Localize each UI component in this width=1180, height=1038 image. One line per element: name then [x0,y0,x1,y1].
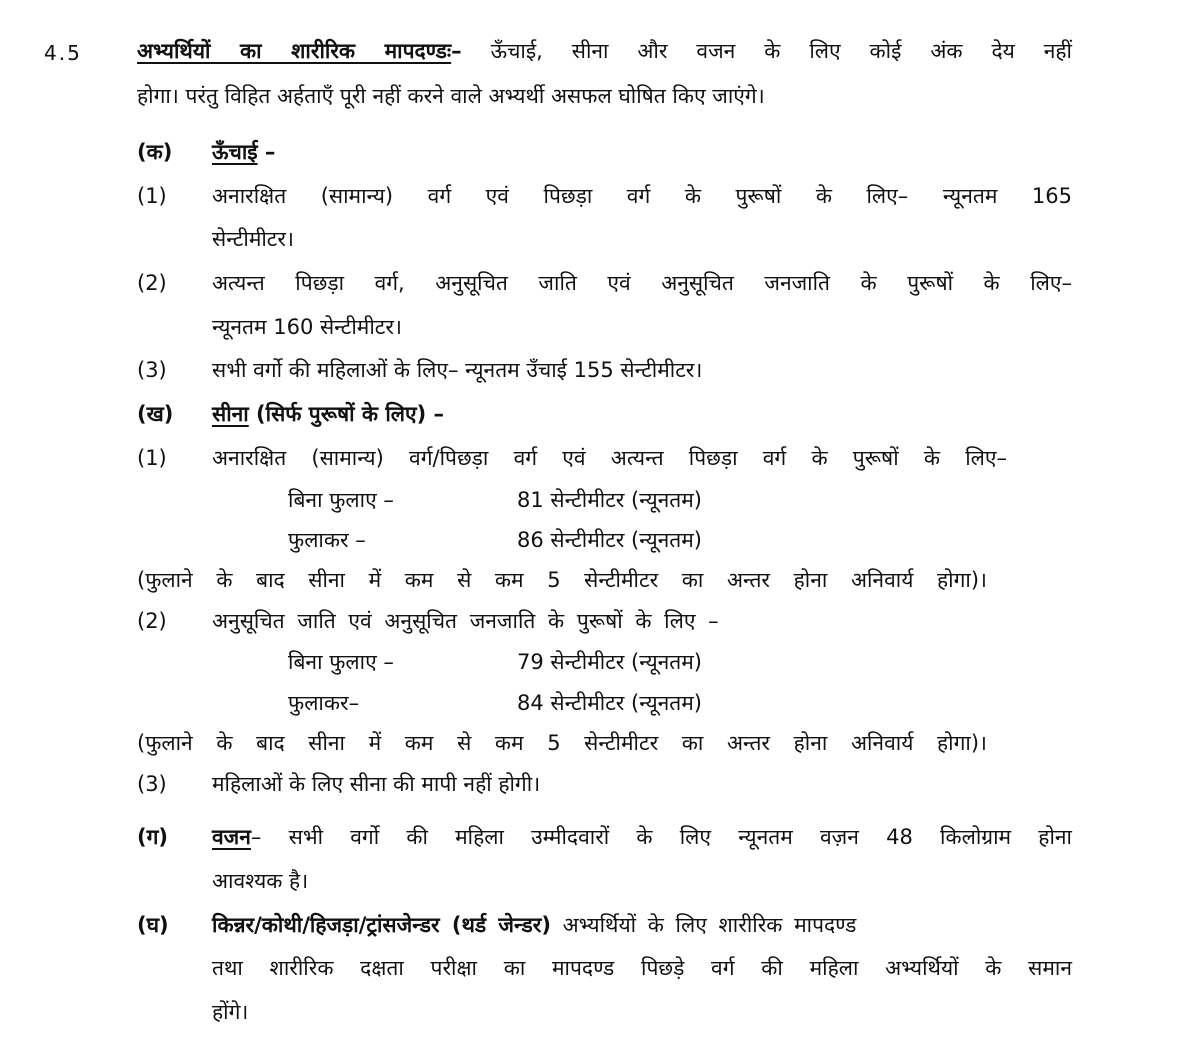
chest-item-1-line-1: अनारक्षित (सामान्य) वर्ग/पिछड़ा वर्ग एवं अत्यन्त पिछड़ा वर्ग के पुरूषों के लिए– [212,446,1007,470]
chest-item-1-marker: (1) [137,446,167,470]
chest-item-2-row-2-label: फुलाकर– [288,691,360,715]
height-item-2-line-2: न्यूनतम 160 सेन्टीमीटर। [212,315,402,339]
height-marker: (क) [137,140,173,164]
section-number: 4.5 [44,41,82,65]
chest-item-2-line-1: अनुसूचित जाति एवं अनुसूचित जनजाति के पुरूषों के लिए – [212,609,719,633]
section-heading: अभ्यर्थियों का शारीरिक मापदण्डः [137,39,452,63]
weight-line-1 [212,822,1072,852]
weight-line-2: आवश्यक है। [212,869,309,893]
section-intro-line-2: होगा। परंतु विहित अर्हताएँ पूरी नहीं करने वाले अभ्यर्थी असफल घोषित किए जाएंगे। [137,84,765,108]
chest-item-1-row-2-value: 86 सेन्टीमीटर (न्यूनतम) [517,528,702,552]
third-gender-line-2: तथा शारीरिक दक्षता परीक्षा का मापदण्ड पिछड़े वर्ग की महिला अभ्यर्थियों के समान [212,956,1072,980]
height-title-suffix: – [257,140,276,164]
height-item-3-marker: (3) [137,358,167,382]
height-heading [212,137,275,167]
third-gender-line-3: होंगे। [212,1000,249,1024]
chest-title-suffix: (सिर्फ पुरूषों के लिए) – [248,402,445,426]
chest-item-2-row-1-label: बिना फुलाए – [288,650,394,674]
chest-item-3-marker: (3) [137,772,167,796]
chest-item-3-line-1: महिलाओं के लिए सीना की मापी नहीं होगी। [212,772,541,796]
height-title: ऊँचाई [212,140,258,164]
chest-item-2-row-1-value: 79 सेन्टीमीटर (न्यूनतम) [517,650,702,674]
third-gender-line-1 [212,910,856,940]
height-item-1-marker: (1) [137,184,167,208]
weight-text: – सभी वर्गो की महिला उम्मीदवारों के लिए न्यूनतम वज़न 48 किलोग्राम होना [250,825,1072,849]
third-gender-title: किन्नर/कोथी/हिजड़ा/ट्रांसजेन्डर (थर्ड जेन्डर) [212,913,551,937]
third-gender-marker: (घ) [137,913,169,937]
section-heading-dash: – [451,39,462,63]
chest-heading [212,399,444,429]
section-intro-line-1 [137,36,1072,66]
height-item-1-line-1: अनारक्षित (सामान्य) वर्ग एवं पिछड़ा वर्ग के पुरूषों के लिए– न्यूनतम 165 [212,184,1072,208]
height-item-3-line-1: सभी वर्गो की महिलाओं के लिए– न्यूनतम उँचाई 155 सेन्टीमीटर। [212,358,703,382]
height-item-1-line-2: सेन्टीमीटर। [212,227,294,251]
chest-item-1-row-1-value: 81 सेन्टीमीटर (न्यूनतम) [517,488,702,512]
weight-marker: (ग) [137,825,169,849]
chest-item-2-marker: (2) [137,609,167,633]
chest-marker: (ख) [137,402,174,426]
chest-title: सीना [212,402,249,426]
chest-item-1-row-2-label: फुलाकर – [288,528,366,552]
chest-item-1-note: (फुलाने के बाद सीना में कम से कम 5 सेन्टीमीटर का अन्तर होना अनिवार्य होगा)। [137,568,987,592]
height-item-2-line-1: अत्यन्त पिछड़ा वर्ग, अनुसूचित जाति एवं अनुसूचित जनजाति के पुरूषों के लिए– [212,271,1072,295]
height-item-2-marker: (2) [137,271,167,295]
chest-item-1-row-1-label: बिना फुलाए – [288,488,394,512]
section-intro-text: ऊँचाई, सीना और वजन के लिए कोई अंक देय नहीं [490,39,1072,63]
chest-item-2-row-2-value: 84 सेन्टीमीटर (न्यूनतम) [517,691,702,715]
chest-item-2-note: (फुलाने के बाद सीना में कम से कम 5 सेन्टीमीटर का अन्तर होना अनिवार्य होगा)। [137,731,987,755]
third-gender-text: अभ्यर्थियों के लिए शारीरिक मापदण्ड [550,913,857,937]
weight-title: वजन [212,825,251,849]
